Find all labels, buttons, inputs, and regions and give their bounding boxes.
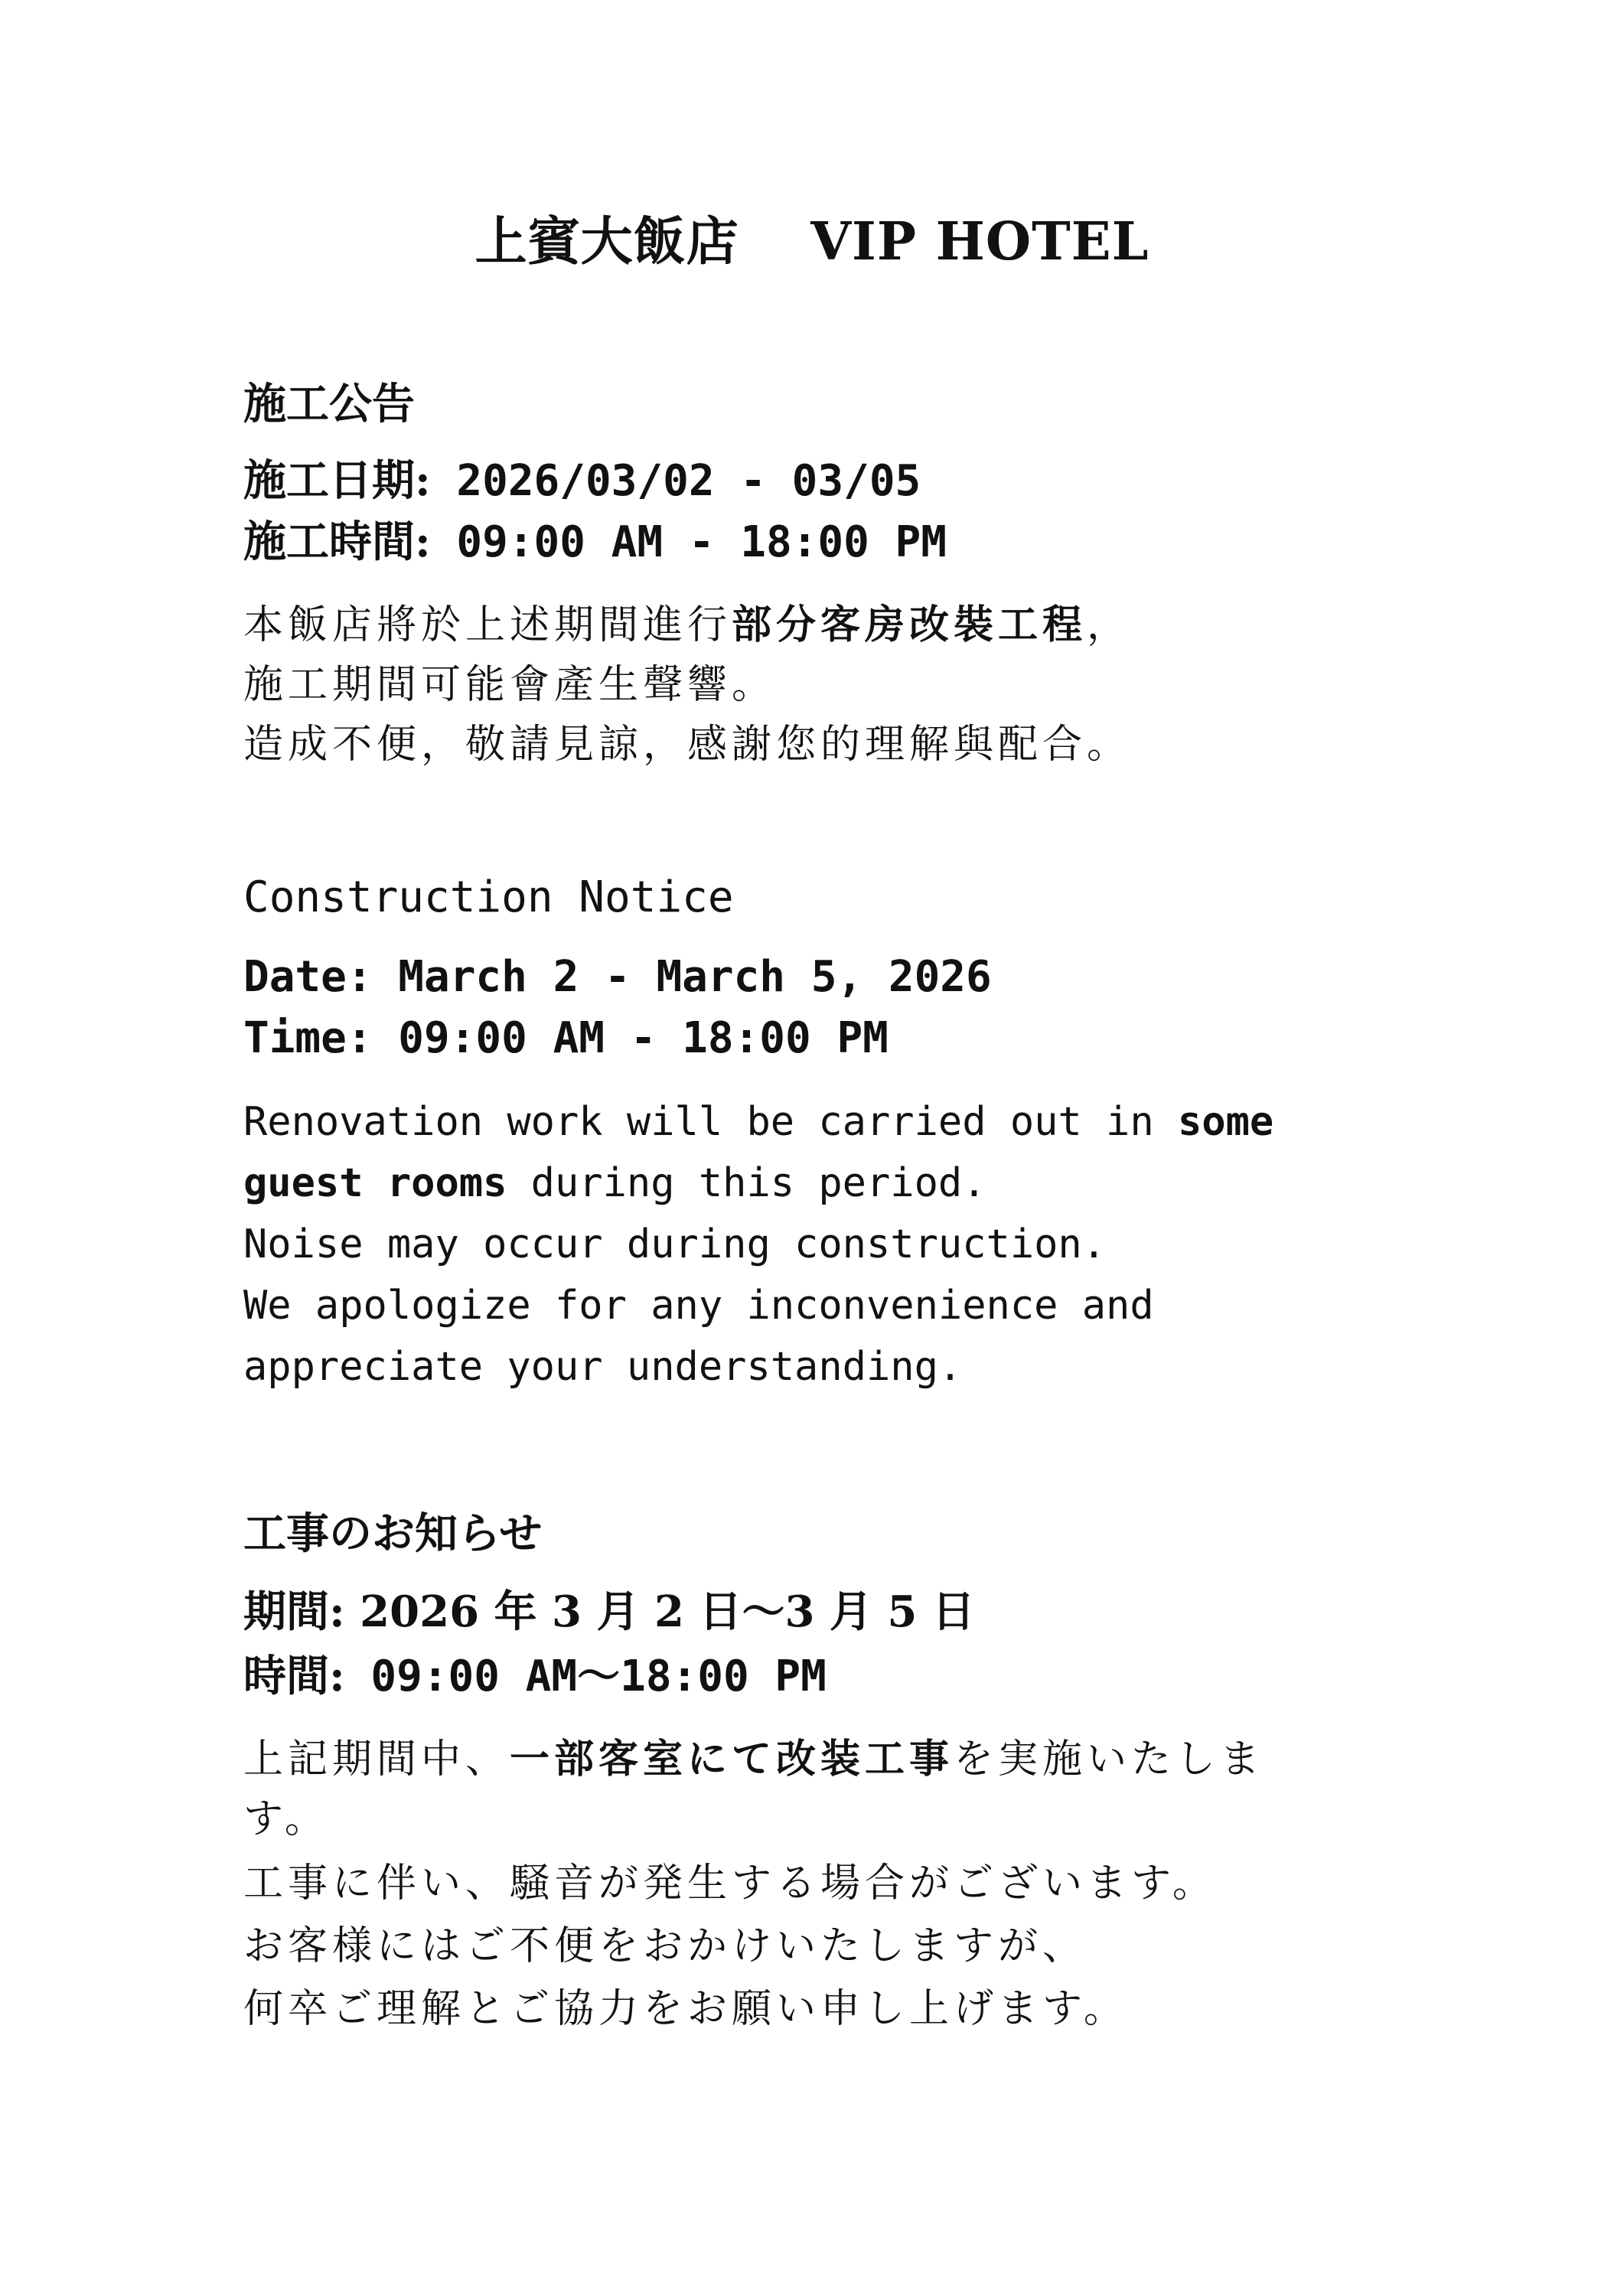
zh-paragraph-line-1 [243, 592, 1131, 650]
en-paragraph-line-2 [243, 1160, 986, 1206]
ja-paragraph-line-1b: す。 [243, 1796, 329, 1842]
zh-date-value: 2026/03/02 - 03/05 [430, 456, 921, 506]
ja-heading: 工事のお知らせ [243, 1508, 543, 1559]
zh-p1-text: 本飯店將於上述期間進行 [243, 602, 732, 648]
en-p1-emphasis: some [1177, 1099, 1274, 1145]
zh-heading: 施工公告 [243, 379, 415, 429]
en-paragraph-line-3: Noise may occur during construction. [243, 1221, 1107, 1267]
hotel-title: 上賓大飯店 VIP HOTEL [474, 211, 1150, 272]
ja-paragraph-line-2: 工事に伴い、騒音が発生する場合がございます。 [243, 1861, 1217, 1906]
en-paragraph-line-5: appreciate your understanding. [243, 1344, 963, 1390]
ja-time-line [243, 1642, 827, 1704]
zh-paragraph-line-3: 造成不便，敬請見諒，感謝您的理解與配合。 [243, 722, 1132, 768]
en-p1-text: Renovation work will be carried out in [243, 1099, 1178, 1145]
ja-paragraph-line-1 [243, 1727, 1264, 1784]
en-date-line: Date: March 2 - March 5, 2026 [243, 952, 992, 1002]
ja-time-label: 時間: [243, 1651, 345, 1701]
zh-paragraph-line-2: 施工期間可能會產生聲響。 [243, 662, 777, 708]
ja-time-value: 09:00 AM～18:00 PM [344, 1652, 827, 1701]
zh-p1-emphasis: 部分客房改裝工程 [732, 602, 1088, 648]
zh-date-label: 施工日期: [243, 455, 431, 506]
ja-date-label: 期間: [243, 1587, 345, 1637]
ja-paragraph-line-3: お客様にはご不便をおかけいたしますが、 [243, 1923, 1088, 1969]
en-paragraph-line-1 [243, 1099, 1273, 1145]
zh-time-value: 09:00 AM - 18:00 PM [430, 517, 947, 567]
ja-paragraph-line-4: 何卒ご理解とご協力をお願い申し上げます。 [243, 1986, 1128, 2032]
ja-p1-emphasis: 一部客室にて改装工事 [510, 1736, 954, 1782]
ja-p1-text: 上記期間中、 [243, 1737, 510, 1782]
ja-date-line [243, 1578, 975, 1639]
zh-p1-comma: ， [1087, 602, 1132, 648]
en-time-line: Time: 09:00 AM - 18:00 PM [243, 1013, 889, 1063]
en-p2-text: during this period. [507, 1160, 986, 1206]
en-paragraph-line-4: We apologize for any inconvenience and [243, 1283, 1154, 1329]
en-heading: Construction Notice [243, 872, 734, 922]
en-p2-emphasis: guest rooms [243, 1160, 507, 1206]
zh-time-line [243, 508, 947, 569]
ja-date-value: 2026 年 3 月 2 日～3 月 5 日 [344, 1587, 975, 1637]
ja-p1-text-end: を実施いたしま [954, 1737, 1265, 1782]
zh-time-label: 施工時間: [243, 517, 431, 567]
zh-date-line [243, 447, 921, 508]
